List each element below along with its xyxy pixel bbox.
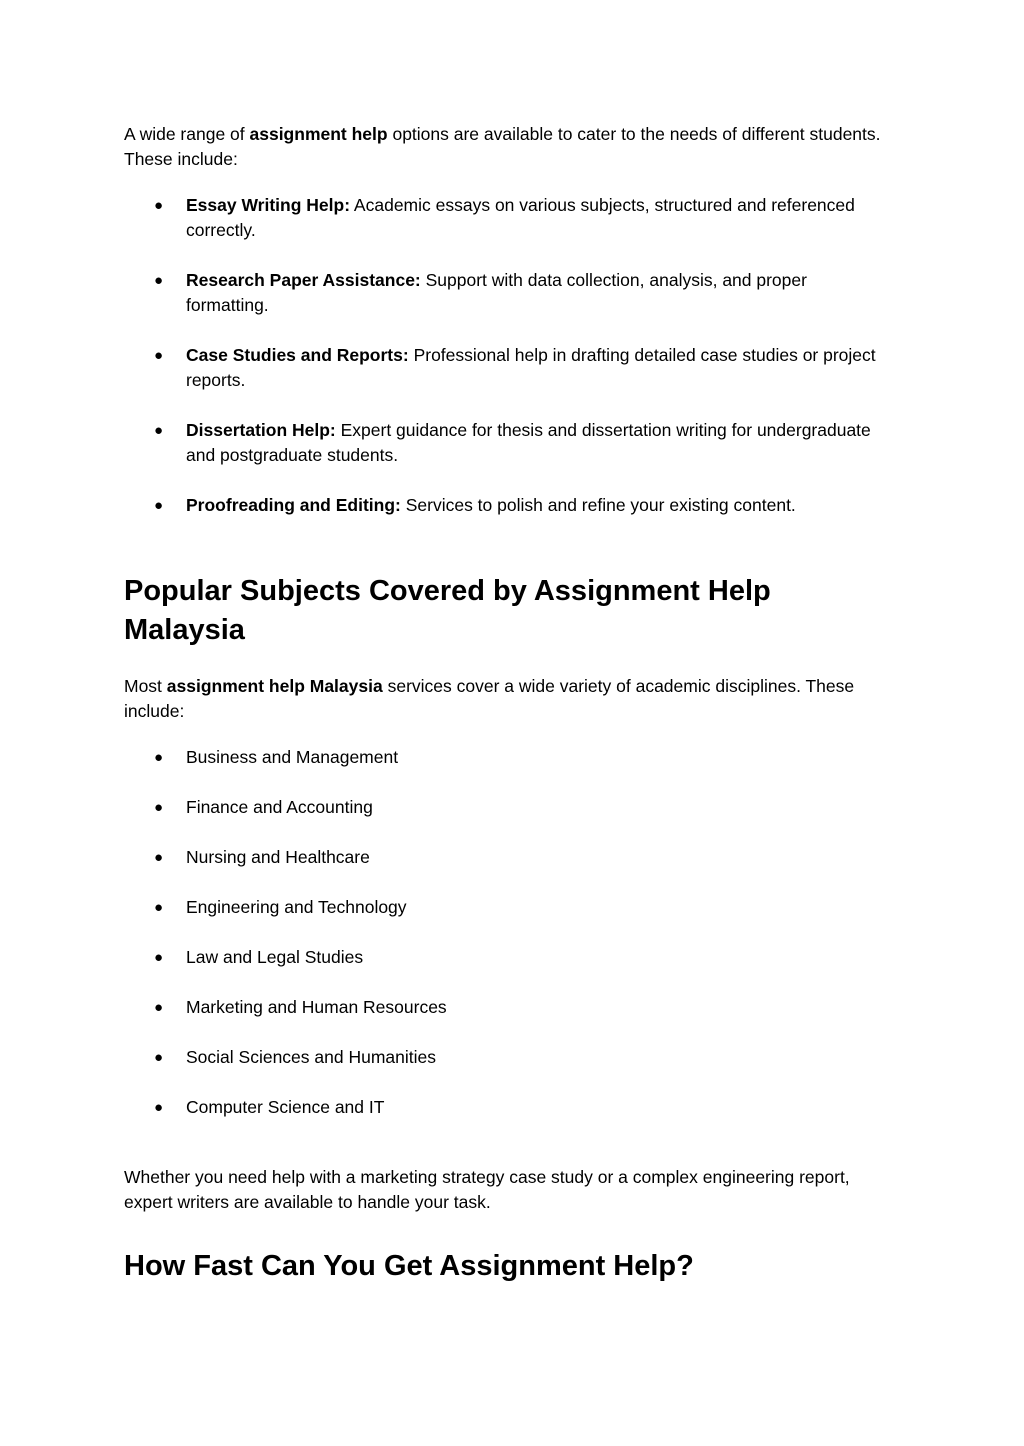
help-type-text: Support with data collection, analysis, and proper formatting. [186, 270, 807, 315]
list-item [124, 268, 884, 318]
list-item [124, 895, 884, 920]
subjects-intro-prefix: Most [124, 676, 167, 696]
subject-label: Social Sciences and Humanities [186, 1047, 436, 1067]
list-item [124, 945, 884, 970]
intro-bold-term: assignment help [249, 124, 388, 144]
list-item [124, 845, 884, 870]
document-page [124, 122, 884, 1286]
intro-suffix: options are available to cater to the needs of different students. These include: [124, 124, 881, 169]
subject-label: Marketing and Human Resources [186, 997, 447, 1017]
bullet-icon: ● [154, 799, 164, 816]
bullet-icon: ● [154, 497, 164, 514]
help-type-text: Professional help in drafting detailed case studies or project reports. [186, 345, 876, 390]
bullet-icon: ● [154, 197, 164, 214]
help-type-title: Proofreading and Editing: [186, 495, 401, 515]
list-item [124, 193, 884, 243]
bullet-icon: ● [154, 899, 164, 916]
bullet-icon: ● [154, 999, 164, 1016]
list-item [124, 343, 884, 393]
help-type-text: Services to polish and refine your existing content. [400, 495, 796, 515]
bullet-icon: ● [154, 849, 164, 866]
list-item [124, 745, 884, 770]
subjects-intro-suffix: services cover a wide variety of academic disciplines. These include: [124, 676, 855, 721]
subjects-intro-paragraph [124, 674, 884, 724]
subjects-intro-bold-term: assignment help Malaysia [166, 676, 383, 696]
intro-prefix: A wide range of [124, 124, 250, 144]
help-type-title: Case Studies and Reports: [186, 345, 409, 365]
subject-label: Computer Science and IT [186, 1097, 385, 1117]
help-type-title: Essay Writing Help: [186, 195, 351, 215]
list-item [124, 1095, 884, 1120]
subjects-section-heading: Popular Subjects Covered by Assignment Help Malaysia [124, 575, 771, 646]
intro-paragraph [124, 122, 884, 172]
subject-label: Engineering and Technology [186, 897, 407, 917]
bullet-icon: ● [154, 749, 164, 766]
subject-label: Finance and Accounting [186, 797, 373, 817]
list-item [124, 493, 884, 518]
list-item [124, 995, 884, 1020]
bullet-icon: ● [154, 949, 164, 966]
help-type-title: Research Paper Assistance: [186, 270, 421, 290]
list-item [124, 418, 884, 468]
fast-section-heading: How Fast Can You Get Assignment Help? [124, 1250, 694, 1282]
bullet-icon: ● [154, 347, 164, 364]
list-item [124, 1045, 884, 1070]
help-types-list [124, 193, 884, 518]
subject-label: Law and Legal Studies [186, 947, 364, 967]
bullet-icon: ● [154, 272, 164, 289]
list-item [124, 795, 884, 820]
subject-label: Nursing and Healthcare [186, 847, 370, 867]
help-type-text: Expert guidance for thesis and dissertation writing for undergraduate and postgraduate students. [186, 420, 871, 465]
bullet-icon: ● [154, 1049, 164, 1066]
help-type-title: Dissertation Help: [186, 420, 336, 440]
help-type-text: Academic essays on various subjects, structured and referenced correctly. [186, 195, 855, 240]
subject-label: Business and Management [186, 747, 399, 767]
closing-paragraph: Whether you need help with a marketing strategy case study or a complex engineering report, expert writers are available to handle your task. [124, 1167, 850, 1212]
bullet-icon: ● [154, 1099, 164, 1116]
subjects-list [124, 745, 884, 1120]
bullet-icon: ● [154, 422, 164, 439]
